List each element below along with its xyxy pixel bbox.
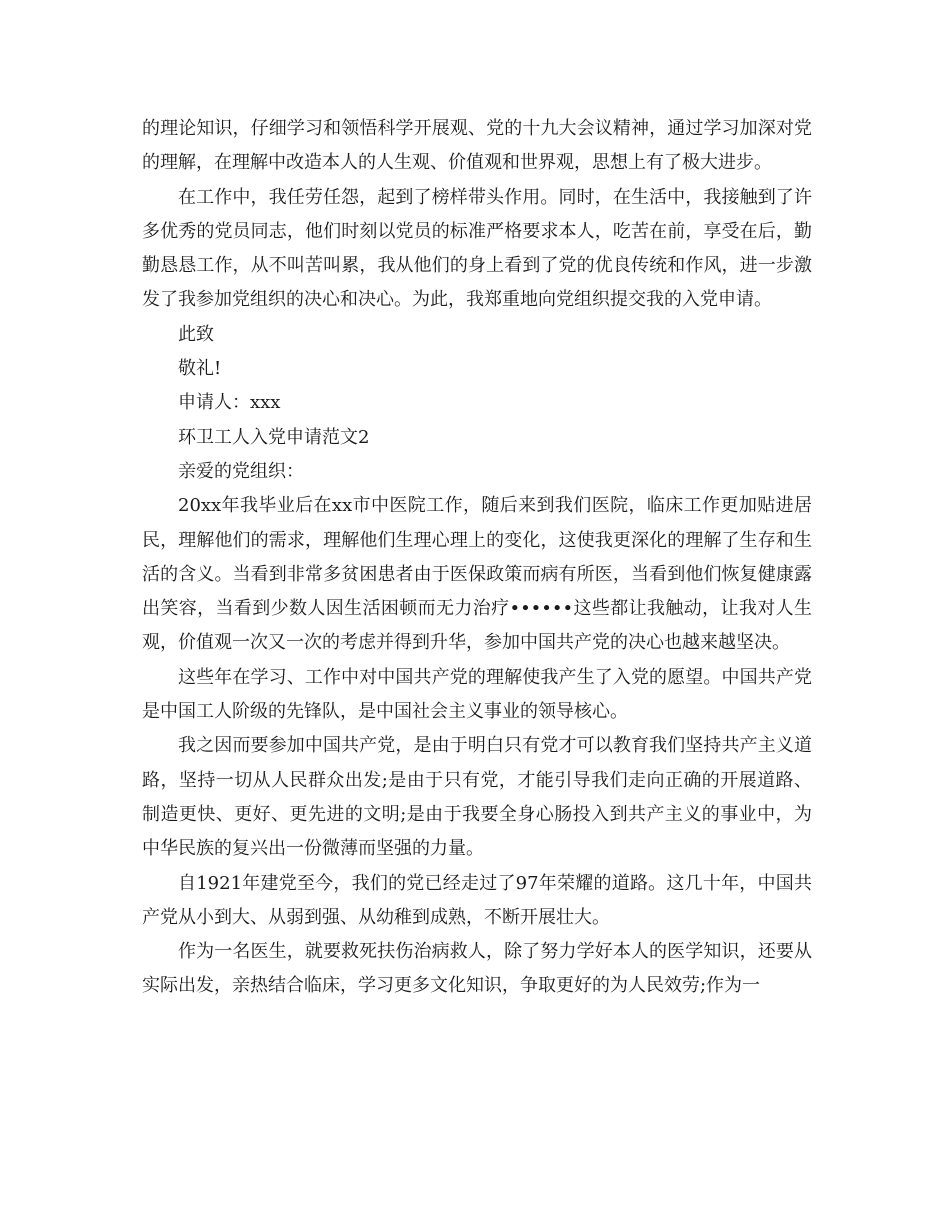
closing-respect: 敬礼! — [178, 358, 222, 380]
paragraph-theory-knowledge: 的理论知识，仔细学习和领悟科学开展观、党的十九大会议精神，通过学习加深对党的理解，在理解中改造本人的人生观、价值观和世界观，思想上有了极大进步。 — [142, 118, 812, 174]
paragraph-work-example: 在工作中，我任劳任怨，起到了榜样带头作用。同时，在生活中，我接触到了许多优秀的党员同志，他们时刻以党员的标准严格要求本人，吃苦在前，享受在后，勤勤恳恳工作，从不叫苦叫累，我从他们的身上看到了党的优良传统和作风，进一步激发了我参加党组织的决心和决心。为此，我郑重地向党组织提交我的入党申请。 — [142, 186, 812, 311]
closing-salutation: 此致 — [178, 323, 214, 345]
paragraph-party-understanding: 这些年在学习、工作中对中国共产党的理解使我产生了入党的愿望。中国共产党是中国工人阶级的先锋队，是中国社会主义事业的领导核心。 — [142, 666, 812, 723]
document-body — [142, 112, 812, 1004]
paragraph-hospital-work: 20xx年我毕业后在xx市中医院工作，随后来到我们医院，临床工作更加贴进居民，理解他们的需求，理解他们生理心理上的变化，这使我更深化的理解了生存和生活的含义。当看到非常多贫困患者由于医保政策而病有所医，当看到他们恢复健康露出笑容，当看到少数人因生活困顿而无力治疗••••••这些都让我触动，让我对人生观，价值观一次又一次的考虑并得到升华，参加中国共产党的决心也越来越坚决。 — [142, 495, 812, 654]
section-title: 环卫工人入党申请范文2 — [178, 426, 370, 448]
paragraph-reasons-to-join: 我之因而要参加中国共产党，是由于明白只有党才可以教育我们坚持共产主义道路，坚持一切从人民群众出发;是由于只有党，才能引导我们走向正确的开展道路、制造更快、更好、更先进的文明;是由于我要全身心肠投入到共产主义的事业中，为中华民族的复兴出一份微薄而坚强的力量。 — [142, 735, 812, 860]
paragraph-party-history: 自1921年建党至今，我们的党已经走过了97年荣耀的道路。这几十年，中国共产党从小到大、从弱到强、从幼稚到成熟，不断开展壮大。 — [142, 872, 812, 928]
applicant-signature: 申请人：xxx — [178, 392, 281, 414]
paragraph-doctor-duty: 作为一名医生，就要救死扶伤治病救人，除了努力学好本人的医学知识，还要从实际出发，亲热结合临床，学习更多文化知识，争取更好的为人民效劳;作为一 — [142, 941, 812, 997]
greeting: 亲爱的党组织： — [178, 460, 304, 482]
